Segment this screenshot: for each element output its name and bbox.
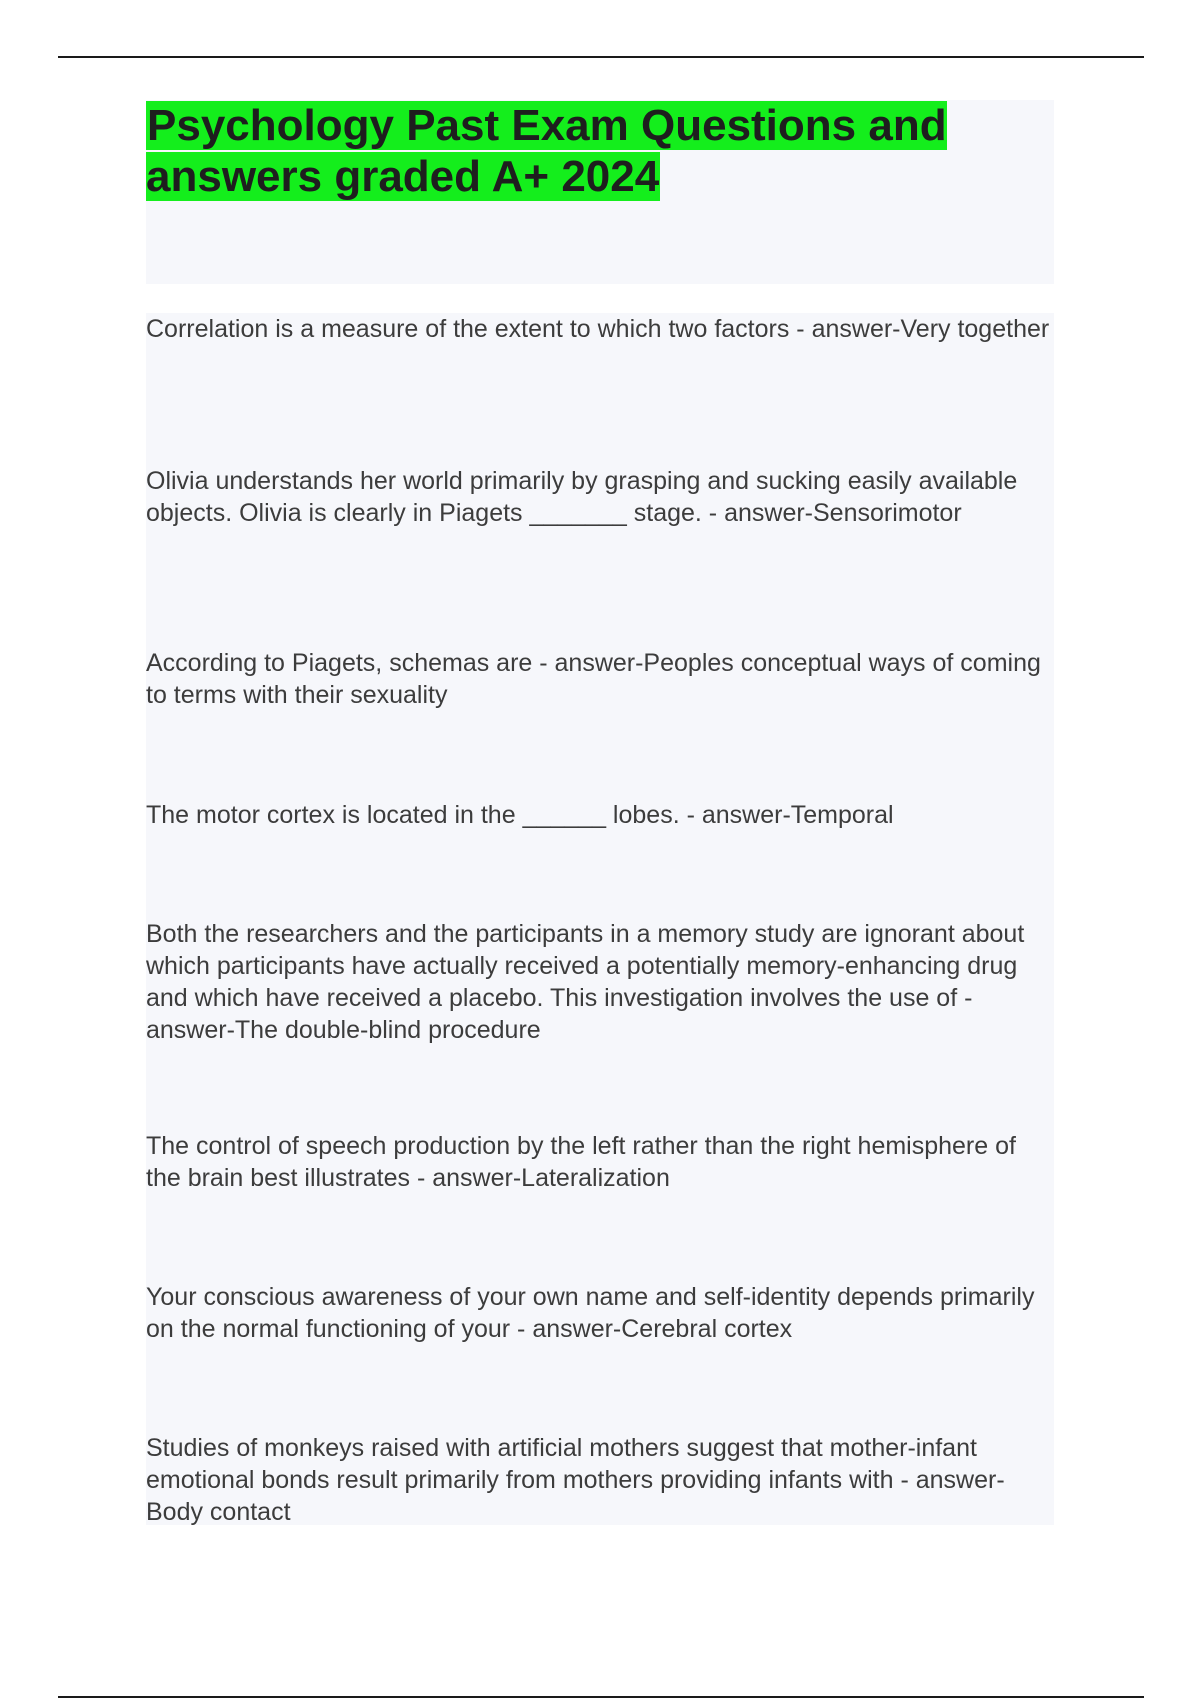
qa-item-4: The motor cortex is located in the ______ lobes. - answer-Temporal xyxy=(146,801,894,829)
qa-item-8: Studies of monkeys raised with artificial mothers suggest that mother-infant emotional bonds result primarily from mothers providing infants with - answer-Body contact xyxy=(146,1434,1005,1526)
qa-item-5: Both the researchers and the participants in a memory study are ignorant about which participants have actually received a potentially memory-enhancing drug and which have received a placebo. This investigation involves the use of - answer-The double-blind procedure xyxy=(146,920,1025,1044)
top-rule xyxy=(58,56,1144,58)
qa-content-block xyxy=(146,313,1054,1525)
highlighted-title-text: Psychology Past Exam Questions and answers graded A+ 2024 xyxy=(146,101,947,201)
qa-item-3: According to Piagets, schemas are - answer-Peoples conceptual ways of coming to terms with their sexuality xyxy=(146,649,1041,709)
qa-item-2: Olivia understands her world primarily by grasping and sucking easily available objects. Olivia is clearly in Piagets _______ stage. - answer-Sensorimotor xyxy=(146,467,1018,527)
bottom-rule xyxy=(58,1696,1144,1698)
qa-item-1: Correlation is a measure of the extent to which two factors - answer-Very together xyxy=(146,315,1050,343)
page-title xyxy=(146,100,1054,202)
qa-item-7: Your conscious awareness of your own name and self-identity depends primarily on the normal functioning of your - answer-Cerebral cortex xyxy=(146,1283,1035,1343)
qa-item-6: The control of speech production by the left rather than the right hemisphere of the brain best illustrates - answer-Lateralization xyxy=(146,1132,1016,1192)
title-block xyxy=(146,100,1054,284)
